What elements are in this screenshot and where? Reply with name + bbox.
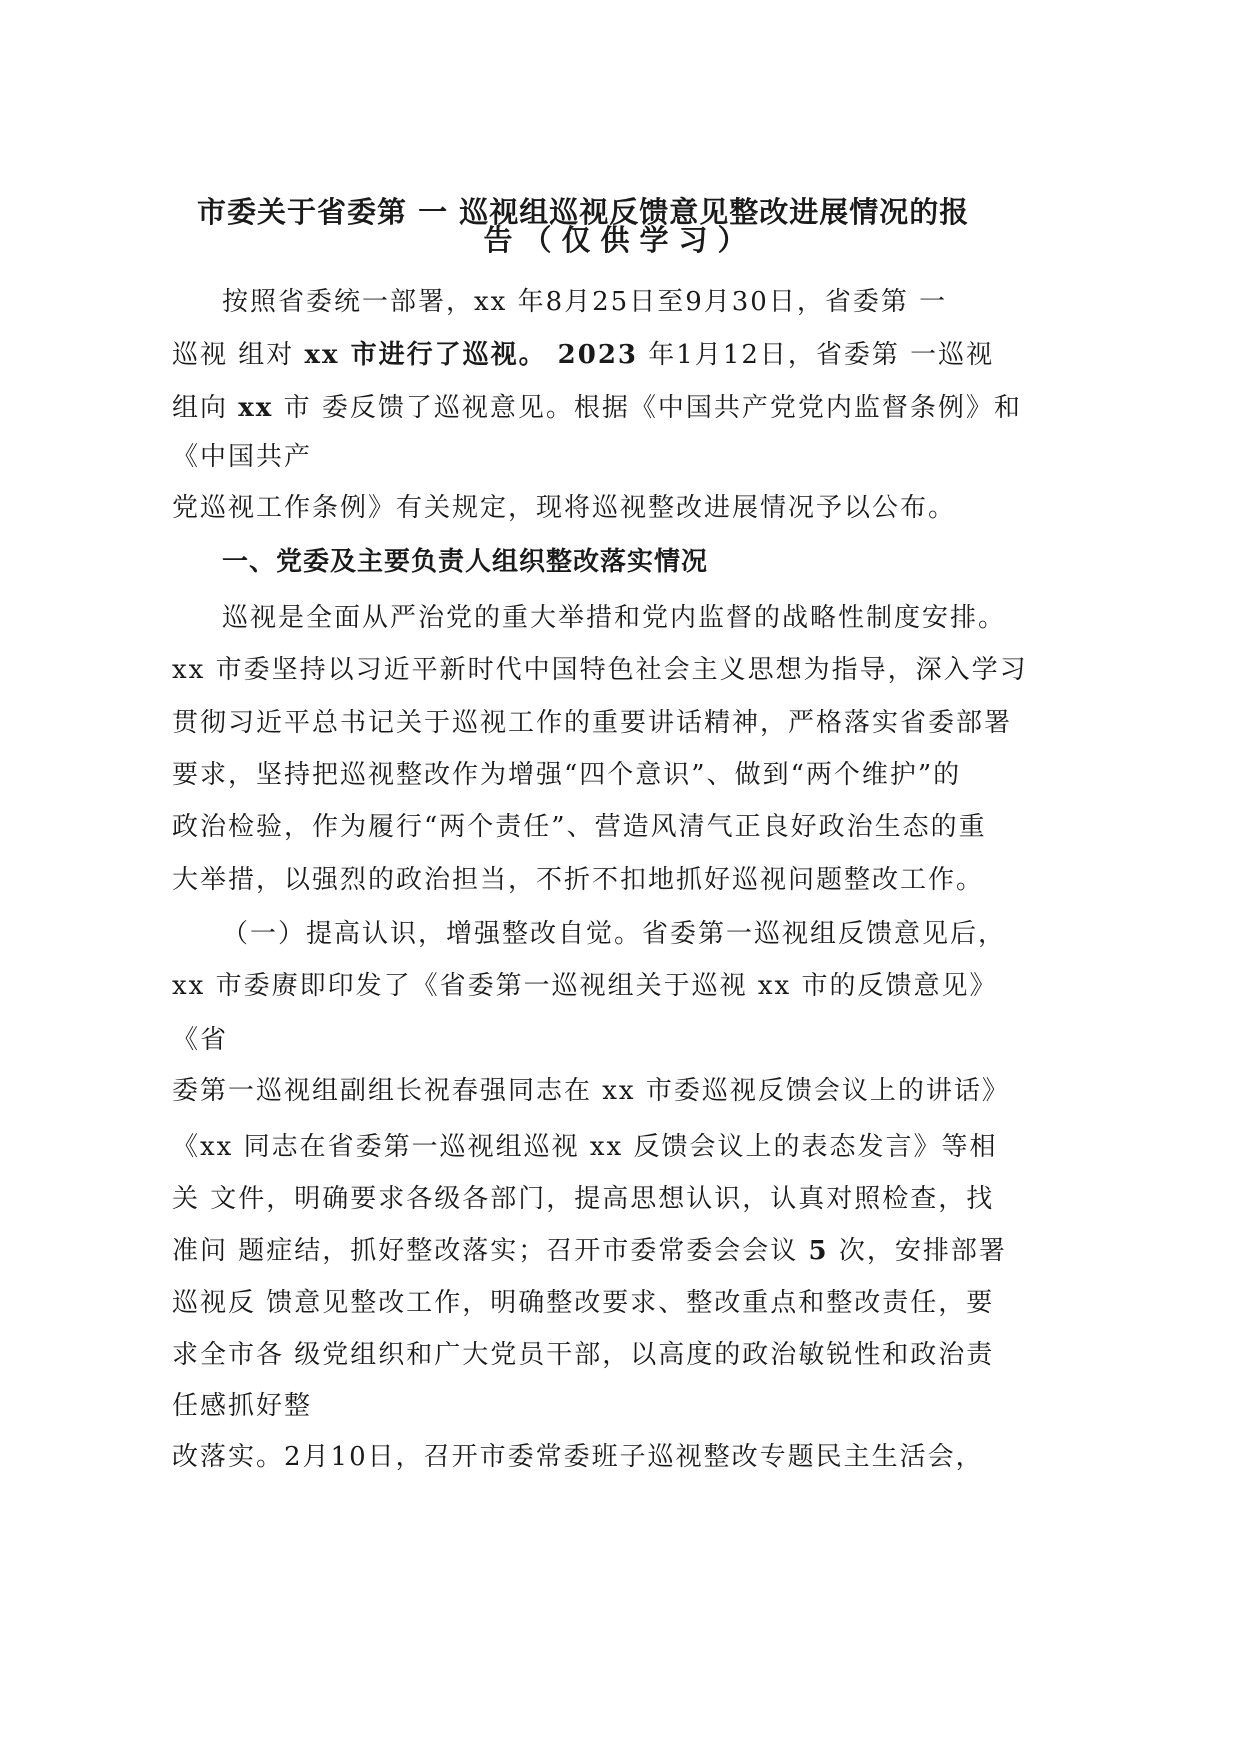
paragraph-line xyxy=(172,391,1022,425)
paragraph-line: 要求，坚持把巡视整改作为增强“四个意识”、做到“两个维护”的 xyxy=(172,760,962,790)
paragraph-line: 党巡视工作条例》有关规定，现将巡视整改进展情况予以公布。 xyxy=(172,493,957,523)
paragraph-line: 《中国共产 xyxy=(172,442,313,472)
paragraph-line: 贯彻习近平总书记关于巡视工作的重要讲话精神，严格落实省委部署 xyxy=(172,708,1013,738)
paragraph-line: xx 市委赓即印发了《省委第一巡视组关于巡视 xx 市的反馈意见》 xyxy=(172,971,998,1001)
text-span: 准问 题症结，抓好整改落实；召开市委常委会会议 xyxy=(172,1236,799,1266)
paragraph-line: 关 文件，明确要求各级各部门，提高思想认识，认真对照检查，找 xyxy=(172,1184,995,1214)
paragraph-line xyxy=(172,338,994,372)
paragraph-line: 改落实。2月10日，召开市委常委班子巡视整改专题民主生活会， xyxy=(172,1442,984,1472)
document-title-line-1: 市委关于省委第 一 巡视组巡视反馈意见整改进展情况的报 xyxy=(197,195,970,229)
paragraph-line: 政治检验，作为履行“两个责任”、营造风清气正良好政治生态的重 xyxy=(172,812,987,842)
paragraph-line: （一）提高认识，增强整改自觉。省委第一巡视组反馈意见后， xyxy=(222,919,1007,949)
paragraph-line: 《省 xyxy=(172,1025,229,1055)
bold-text-span: xx 市进行了巡视。 2023 xyxy=(304,340,639,370)
document-title-line-2: 告（仅供学习） xyxy=(483,223,757,257)
section-heading: 一、党委及主要负责人组织整改落实情况 xyxy=(222,547,709,577)
paragraph-line: 《xx 同志在省委第一巡视组巡视 xx 反馈会议上的表态发言》等相 xyxy=(172,1132,998,1162)
bold-text-span: xx xyxy=(238,393,274,423)
text-span: 组向 xyxy=(172,393,229,423)
paragraph-line: 按照省委统一部署，xx 年8月25日至9月30日，省委第 一 xyxy=(222,287,948,317)
text-span: 次，安排部署 xyxy=(838,1236,1007,1266)
paragraph-line: 大举措，以强烈的政治担当，不折不扣地抓好巡视问题整改工作。 xyxy=(172,865,985,895)
paragraph-line: 巡视反 馈意见整改工作，明确整改要求、整改重点和整改责任，要 xyxy=(172,1288,995,1318)
paragraph-line: 任感抓好整 xyxy=(172,1391,313,1421)
text-span: 市 委反馈了巡视意见。根据《中国共产党党内监督条例》和 xyxy=(283,393,1022,423)
bold-text-span: 5 xyxy=(808,1236,829,1266)
paragraph-line: 委第一巡视组副组长祝春强同志在 xx 市委巡视反馈会议上的讲话》 xyxy=(172,1076,1010,1106)
paragraph-line xyxy=(172,1234,1007,1268)
paragraph-line: xx 市委坚持以习近平新时代中国特色社会主义思想为指导，深入学习 xyxy=(172,655,1028,685)
text-span: 巡视 组对 xyxy=(172,340,295,370)
paragraph-line: 巡视是全面从严治党的重大举措和党内监督的战略性制度安排。 xyxy=(222,603,1007,633)
paragraph-line: 求全市各 级党组织和广大党员干部，以高度的政治敏锐性和政治责 xyxy=(172,1340,995,1370)
text-span: 年1月12日，省委第 一巡视 xyxy=(648,340,995,370)
